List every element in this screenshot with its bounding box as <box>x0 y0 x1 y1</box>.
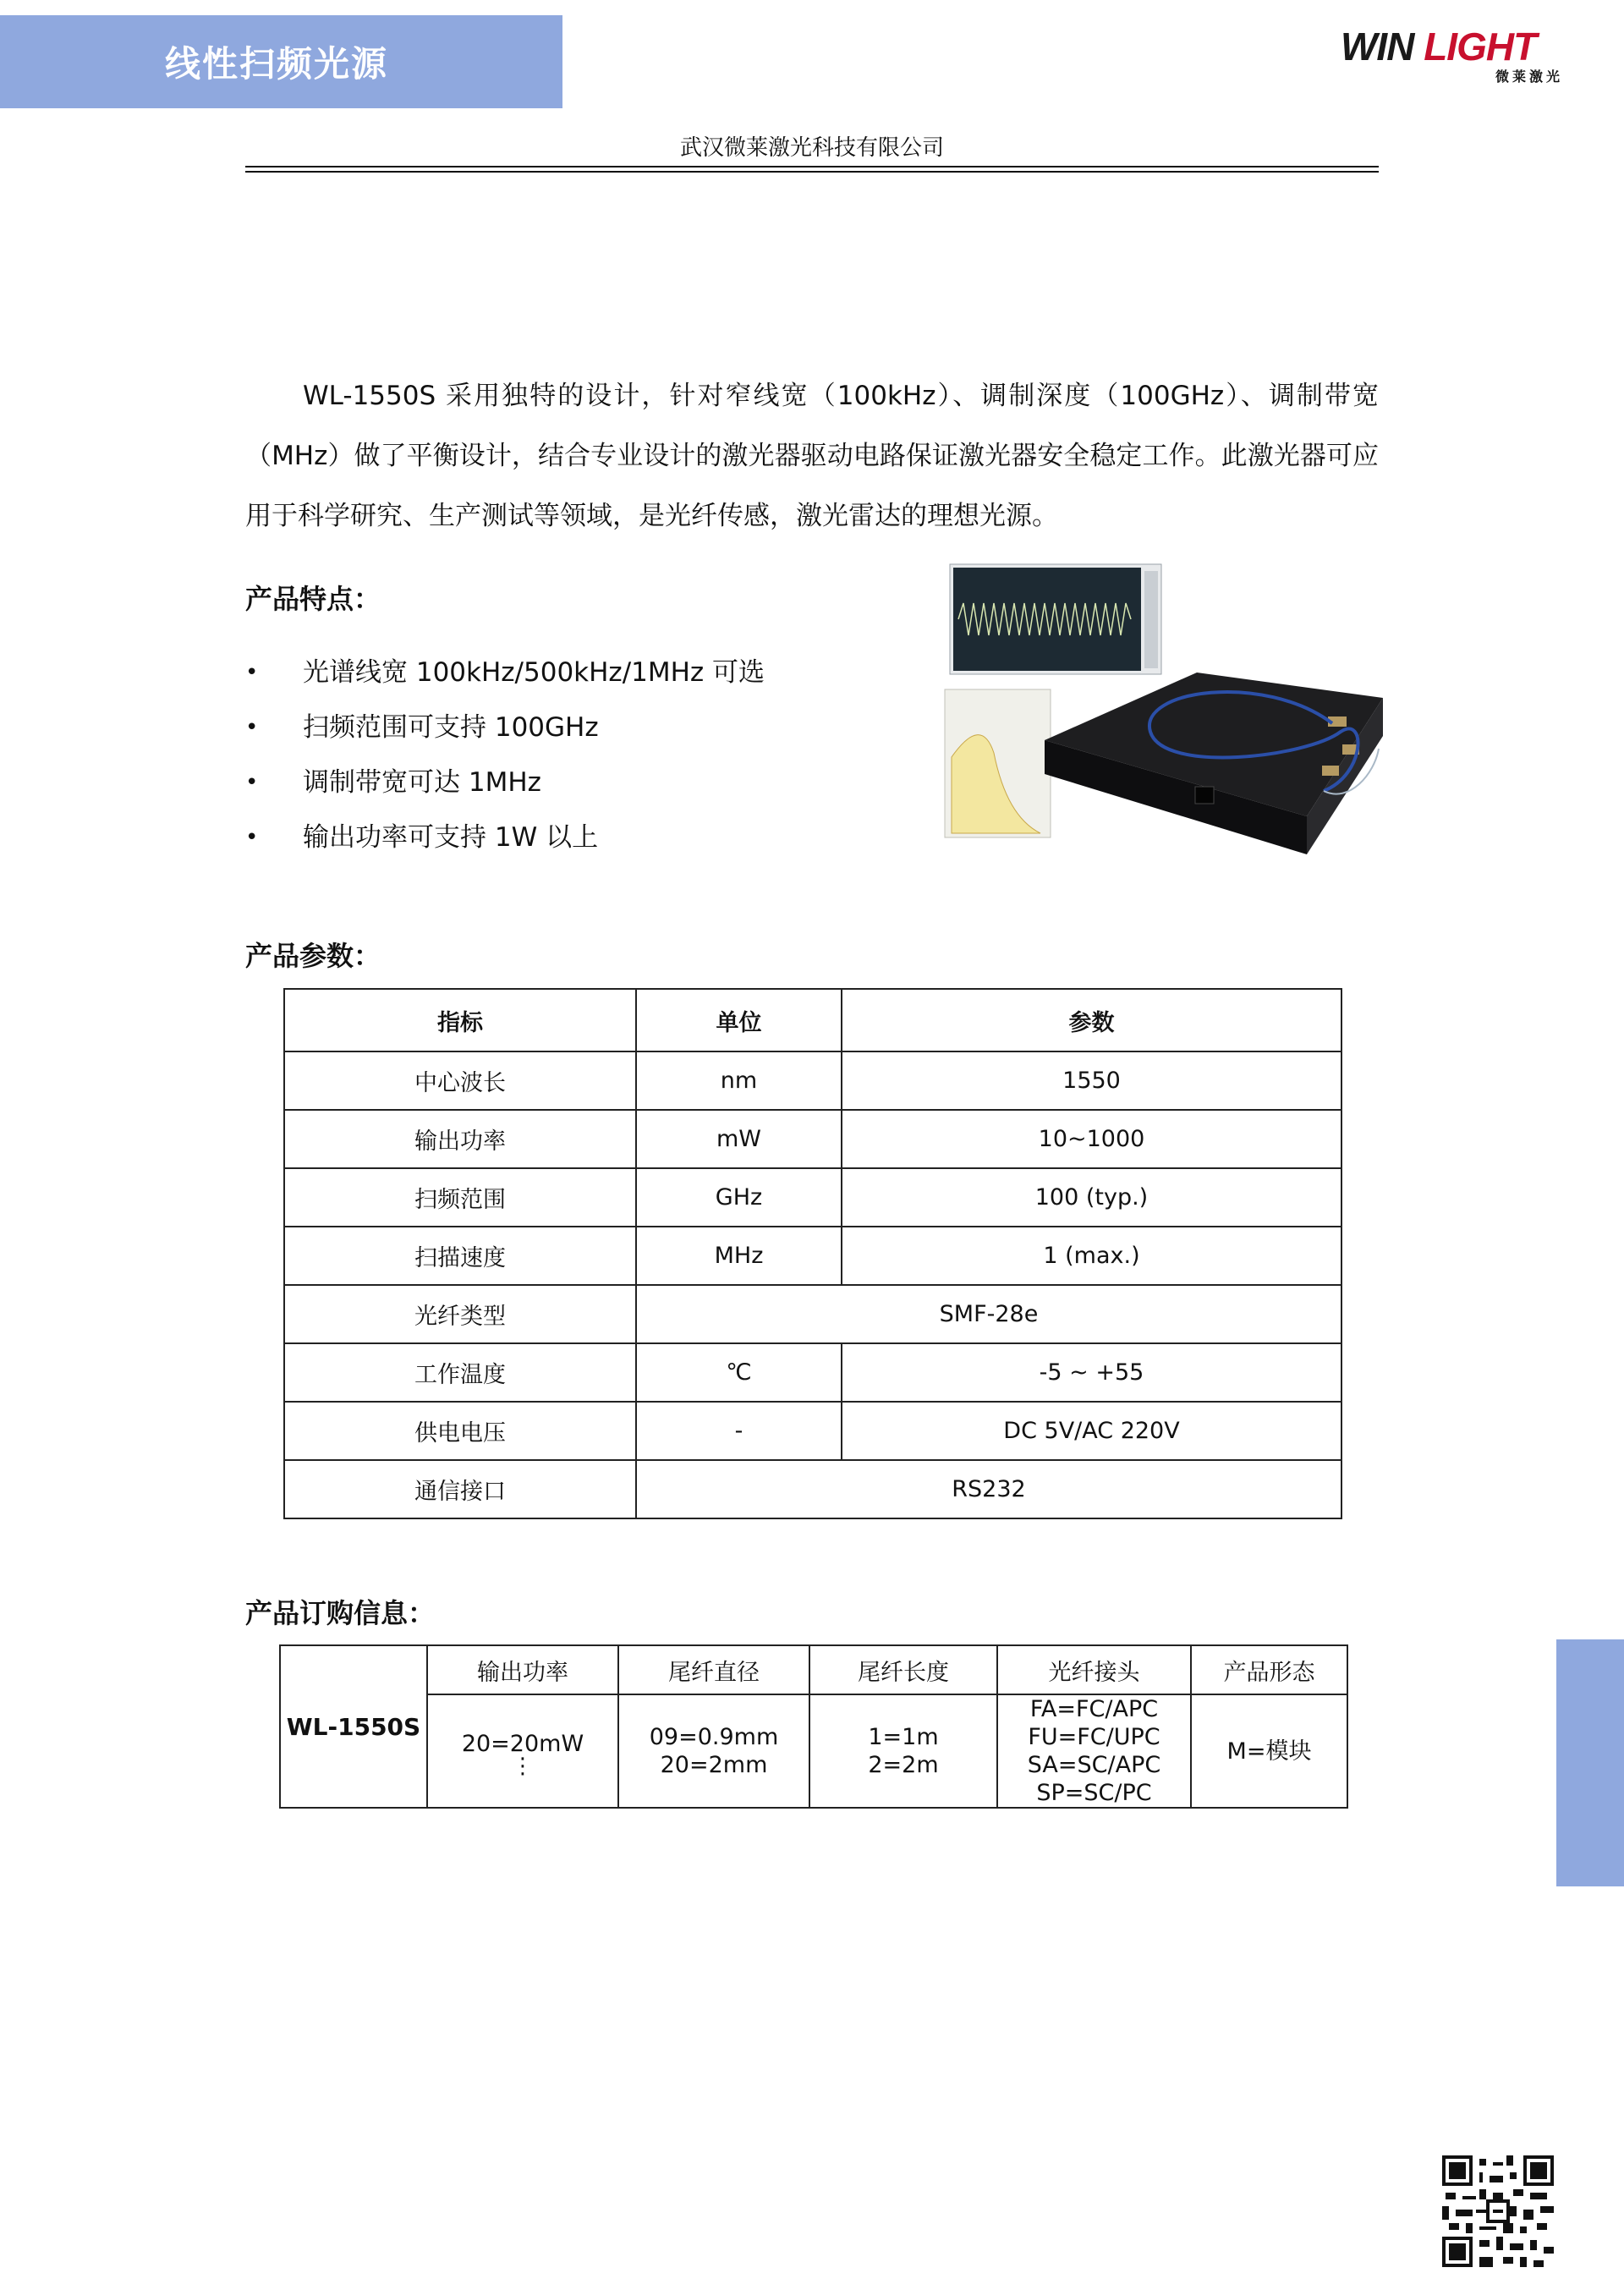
features-list <box>245 651 765 871</box>
logo-subtitle: 微莱激光 <box>1495 69 1563 85</box>
feature-item: • 调制带宽可达 1MHz <box>245 767 541 798</box>
table-cell: 工作温度 <box>284 1343 636 1402</box>
table-cell: 10~1000 <box>842 1110 1341 1168</box>
params-table <box>283 988 1342 1519</box>
diameter-cell: 09=0.9mm 20=2mm <box>618 1694 809 1808</box>
order-table <box>279 1644 1348 1809</box>
table-header-cell: 产品形态 <box>1191 1645 1347 1694</box>
table-header-cell: 指标 <box>284 989 636 1051</box>
table-header-cell: 输出功率 <box>427 1645 618 1694</box>
intro-paragraph: WL-1550S 采用独特的设计，针对窄线宽（100kHz）、调制深度（100GHz）、调制带宽（MHz）做了平衡设计，结合专业设计的激光器驱动电路保证激光器安全稳定工作。此激光器可应用于科学研究、生产测试等领域，是光纤传感，激光雷达的理想光源。 <box>245 381 1379 531</box>
table-cell: RS232 <box>636 1460 1341 1518</box>
table-cell: ℃ <box>636 1343 842 1402</box>
table-cell: 中心波长 <box>284 1051 636 1110</box>
table-header-row <box>280 1645 1347 1694</box>
logo-wordmark: WIN LIGHT <box>1341 25 1537 69</box>
length-cell: 1=1m 2=2m <box>809 1694 997 1808</box>
table-row <box>284 1402 1341 1460</box>
table-cell: SMF-28e <box>636 1285 1341 1343</box>
table-cell: 1 (max.) <box>842 1227 1341 1285</box>
table-cell: 扫频范围 <box>284 1168 636 1227</box>
table-row <box>280 1694 1347 1808</box>
table-cell: nm <box>636 1051 842 1110</box>
table-row <box>284 1110 1341 1168</box>
header-divider <box>245 166 1379 167</box>
table-cell: GHz <box>636 1168 842 1227</box>
table-cell: 光纤类型 <box>284 1285 636 1343</box>
connector-cell: FA=FC/APC FU=FC/UPC SA=SC/APC SP=SC/PC <box>997 1694 1191 1808</box>
feature-item: • 输出功率可支持 1W 以上 <box>245 822 599 853</box>
table-cell: 输出功率 <box>284 1110 636 1168</box>
table-row <box>284 1051 1341 1110</box>
table-cell: -5 ~ +55 <box>842 1343 1341 1402</box>
feature-item: • 扫频范围可支持 100GHz <box>245 712 599 743</box>
category-title: 线性扫频光源 <box>165 43 389 85</box>
table-header-cell: 光纤接头 <box>997 1645 1191 1694</box>
table-header-cell: 尾纤直径 <box>618 1645 809 1694</box>
table-cell: 供电电压 <box>284 1402 636 1460</box>
params-title: 产品参数： <box>245 940 381 972</box>
table-cell: - <box>636 1402 842 1460</box>
table-header-row <box>284 989 1341 1051</box>
category-tab <box>0 15 562 108</box>
form-cell: M=模块 <box>1191 1694 1347 1808</box>
header-divider-2 <box>245 171 1379 173</box>
table-cell: 1550 <box>842 1051 1341 1110</box>
table-cell: 扫描速度 <box>284 1227 636 1285</box>
table-header-cell: 参数 <box>842 989 1341 1051</box>
table-row <box>284 1285 1341 1343</box>
table-cell: MHz <box>636 1227 842 1285</box>
table-row <box>284 1227 1341 1285</box>
table-header-cell: 尾纤长度 <box>809 1645 997 1694</box>
table-row <box>284 1343 1341 1402</box>
power-cell: 20=20mW ⋮ <box>427 1694 618 1808</box>
company-name: 武汉微莱激光科技有限公司 <box>679 135 944 161</box>
more-options-dots: ⋮ <box>512 1754 534 1779</box>
product-photo <box>943 563 1383 867</box>
table-cell: 通信接口 <box>284 1460 636 1518</box>
table-cell: 100 (typ.) <box>842 1168 1341 1227</box>
model-cell: WL-1550S <box>280 1645 427 1808</box>
table-row <box>284 1168 1341 1227</box>
features-title: 产品特点： <box>245 583 381 615</box>
feature-item: • 光谱线宽 100kHz/500kHz/1MHz 可选 <box>245 657 765 688</box>
table-header-cell: 单位 <box>636 989 842 1051</box>
table-cell: mW <box>636 1110 842 1168</box>
company-logo <box>1341 22 1582 90</box>
qr-code <box>1442 2155 1554 2267</box>
side-accent-block <box>1556 1639 1624 1886</box>
table-row <box>284 1460 1341 1518</box>
table-cell: DC 5V/AC 220V <box>842 1402 1341 1460</box>
order-title: 产品订购信息： <box>245 1597 436 1629</box>
